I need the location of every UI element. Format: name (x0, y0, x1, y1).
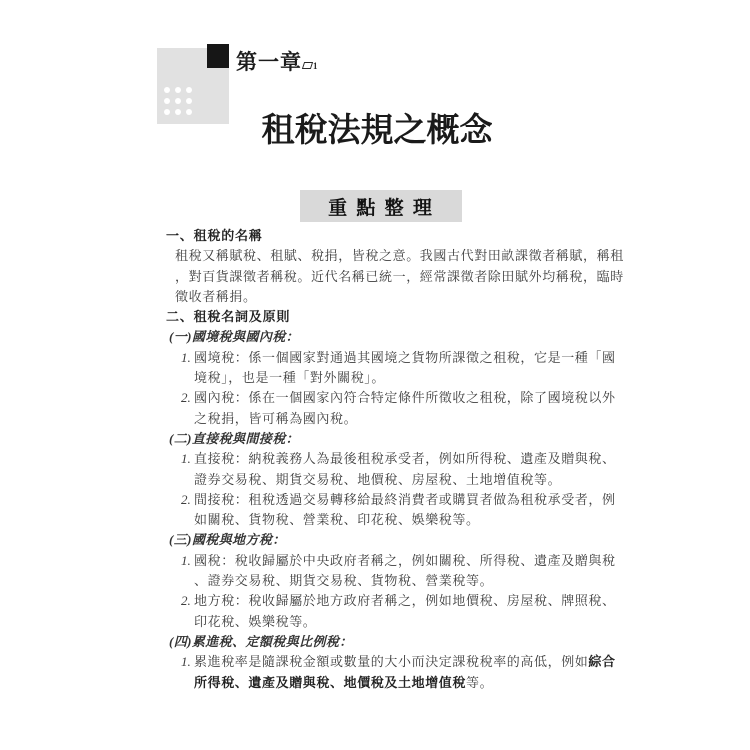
text-segment: 、證券交易稅、期貨交易稅、貨物稅、營業稅等。 (194, 573, 494, 589)
list-item-continuation (194, 673, 606, 693)
page-title: 租稅法規之概念 (261, 113, 493, 149)
text-segment: 如關稅、貨物稅、營業稅、印花稅、娛樂稅等。 (194, 512, 480, 528)
key-points-badge (300, 190, 462, 222)
page-marker-number: 1 (313, 61, 318, 71)
list-item-line (181, 490, 616, 510)
list-item-continuation (194, 409, 606, 429)
item-number: 2. (181, 593, 191, 609)
text-segment: 累進稅率是隨課稅金額或數量的大小而決定課稅稅率的高低，例如 (194, 654, 589, 670)
item-number: 2. (181, 390, 191, 406)
list-item-line (181, 449, 616, 469)
section-heading: 二、租稅名詞及原則 (166, 309, 291, 325)
page-marker-icon (302, 62, 313, 69)
text-segment: 地方稅：稅收歸屬於地方政府者稱之，例如地價稅、房屋稅、牌照稅、 (194, 593, 616, 609)
text-segment: 等。 (466, 674, 494, 690)
content-sections (166, 226, 624, 693)
item-number: 1. (181, 654, 191, 670)
subsection-label: (三)國稅與地方稅： (169, 532, 286, 548)
list-item-continuation (194, 612, 606, 632)
key-points-badge-text: 重 點 整 理 (328, 197, 434, 219)
item-number: 1. (181, 451, 191, 467)
chapter-black-square-icon (207, 44, 229, 68)
text-segment: 直接稅：納稅義務人為最後租稅承受者，例如所得稅、遺產及贈與稅、 (194, 451, 616, 467)
list-item-line (181, 591, 616, 611)
list-item-continuation (194, 470, 606, 490)
text-segment: 證券交易稅、期貨交易稅、地價稅、房屋稅、土地增值稅等。 (194, 471, 562, 487)
paragraph-line: ，對百貨課徵者稱稅。近代名稱已統一，經常課徵者除田賦外均稱稅，臨時 (175, 268, 624, 284)
list-item-continuation (194, 571, 606, 591)
section-heading: 一、租稅的名稱 (166, 228, 263, 243)
subsection-label: (四)累進稅、定額稅與比例稅： (169, 633, 353, 649)
text-segment: 國稅：稅收歸屬於中央政府者稱之，例如關稅、所得稅、遺產及贈與稅 (194, 552, 616, 568)
subsection-label: (二)直接稅與間接稅： (169, 430, 300, 446)
paragraph-line: 租稅又稱賦稅、租賦、稅捐，皆稅之意。我國古代對田畝課徵者稱賦，稱租 (175, 248, 624, 264)
text-segment: 之稅捐，皆可稱為國內稅。 (194, 410, 358, 426)
text-segment: 印花稅、娛樂稅等。 (194, 613, 317, 629)
subsection-label: (一)國境稅與國內稅： (169, 329, 300, 345)
list-item-line (181, 652, 616, 672)
item-number: 2. (181, 491, 191, 507)
list-item-continuation (194, 510, 606, 530)
list-item-line (181, 388, 616, 408)
bold-text-segment: 所得稅、遺產及贈與稅、地價稅及土地增值稅 (194, 674, 467, 690)
item-number: 1. (181, 552, 191, 568)
paragraph-line: 徵收者稱捐。 (175, 288, 257, 304)
text-segment: 國境稅：係一個國家對通過其國境之貨物所課徵之租稅，它是一種「國 (194, 349, 616, 365)
list-item-line (181, 551, 616, 571)
text-segment: 境稅」，也是一種「對外關稅」。 (194, 370, 386, 386)
chapter-label (236, 46, 318, 76)
text-segment: 國內稅：係在一個國家內符合特定條件所徵收之租稅，除了國境稅以外 (194, 390, 616, 406)
chapter-title-text: 第一章 (236, 50, 302, 74)
text-segment: 間接稅：租稅透過交易轉移給最終消費者或購買者做為租稅承受者，例 (194, 491, 616, 507)
bold-text-segment: 綜合 (588, 654, 616, 670)
list-item-continuation (194, 368, 606, 388)
chapter-page-marker (303, 61, 318, 71)
list-item-line (181, 348, 616, 368)
item-number: 1. (181, 349, 191, 365)
